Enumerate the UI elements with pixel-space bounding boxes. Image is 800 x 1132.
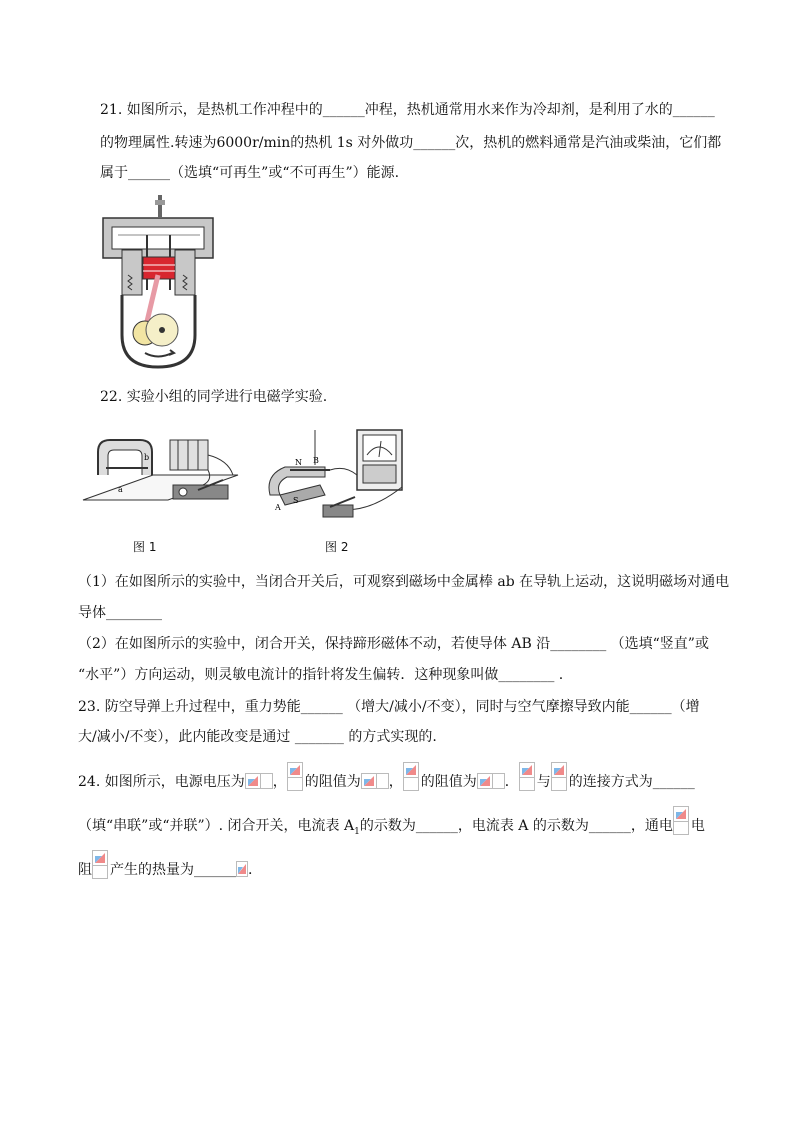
q22-part2-line-2: “水平”）方向运动，则灵敏电流计的指针将发生偏转．这种现象叫做________ . bbox=[78, 667, 564, 683]
fig2-label-N: N bbox=[295, 458, 302, 467]
q22-part1-line-1: （1）在如图所示的实验中，当闭合开关后，可观察到磁场中金属棒 ab 在导轨上运动，这说明磁场对通电 bbox=[78, 574, 730, 590]
q21-line-1: 21. 如图所示，是热机工作冲程中的______冲程，热机通常用水来作为冷却剂，是利用了水的______ bbox=[100, 102, 715, 118]
figure-2-induction-experiment bbox=[265, 425, 410, 525]
formula-image-placeholder bbox=[551, 762, 569, 792]
q21-line-2: 的物理属性.转速为6000r/min的热机 1s 对外做功______次，热机的燃料通常是汽油或柴油，它们都 bbox=[100, 135, 722, 151]
q24-l1-a: 24. 如图所示，电源电压为 bbox=[78, 774, 245, 790]
broken-image-icon bbox=[403, 762, 419, 778]
fig2-label-B: B bbox=[313, 456, 319, 465]
fig2-label-A: A bbox=[275, 503, 281, 512]
formula-image-placeholder bbox=[287, 762, 305, 792]
broken-image-icon bbox=[245, 773, 261, 789]
q24-line-2: （填“串联”或“并联”）. 闭合开关，电流表 $A_1$的示数为______，电流表 A 的示数为______，通电 电 bbox=[78, 806, 705, 844]
q22-part2-line-1: （2）在如图所示的实验中，闭合开关，保持蹄形磁体不动，若使导体 AB 沿________ （选填“竖直”或 bbox=[78, 636, 709, 652]
formula-image-placeholder bbox=[673, 806, 691, 836]
formula-image-placeholder bbox=[403, 762, 421, 792]
formula-image-placeholder bbox=[519, 762, 537, 792]
broken-image-icon bbox=[673, 806, 689, 822]
q24-line-1: 24. 如图所示，电源电压为 ， 的阻值为 ， 的阻值为 ． 与 的连接方式为______ bbox=[78, 762, 695, 794]
broken-image-icon bbox=[361, 773, 377, 789]
broken-image-icon bbox=[92, 850, 108, 866]
q22-title: 22. 实验小组的同学进行电磁学实验. bbox=[100, 389, 328, 405]
figure-2-caption: 图 2 bbox=[325, 540, 349, 554]
q23-line-1: 23. 防空导弹上升过程中，重力势能______ （增大/减小/不变），同时与空气摩擦导致内能______（增 bbox=[78, 699, 700, 715]
broken-image-icon bbox=[287, 762, 303, 778]
heat-engine-figure bbox=[100, 195, 215, 370]
formula-image-placeholder bbox=[92, 850, 110, 880]
q23-line-2: 大/减小/不变），此内能改变是通过 _______ 的方式实现的. bbox=[78, 729, 437, 745]
figure-1-caption: 图 1 bbox=[133, 540, 157, 554]
broken-image-icon bbox=[519, 762, 535, 778]
q24-line-3: 阻 产生的热量为______ . bbox=[78, 850, 252, 882]
fig2-label-S: S bbox=[293, 496, 299, 505]
fig1-label-a: a bbox=[118, 485, 123, 494]
broken-image-icon bbox=[477, 773, 493, 789]
q21-line-3: 属于______（选填“可再生”或“不可再生”）能源. bbox=[100, 165, 400, 181]
figure-1-motor-experiment bbox=[78, 430, 243, 530]
fig1-label-b: b bbox=[144, 453, 150, 462]
broken-image-icon bbox=[551, 762, 567, 778]
broken-image-icon bbox=[236, 861, 248, 877]
q22-part1-line-2: 导体________ bbox=[78, 605, 162, 621]
formula-placeholder-box bbox=[261, 773, 273, 789]
